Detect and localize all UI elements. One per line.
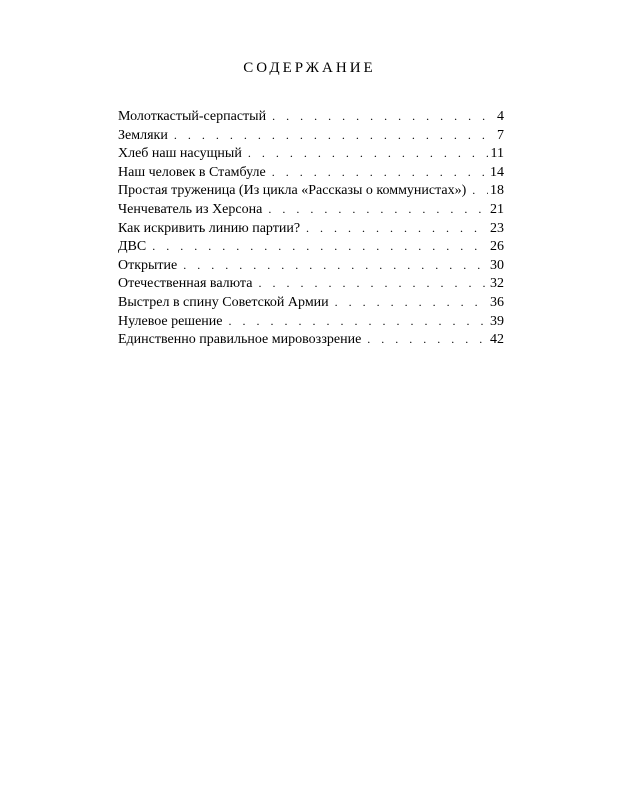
- toc-entry-page: 23: [490, 220, 504, 236]
- table-of-contents: [118, 107, 504, 349]
- dot-leader: [266, 107, 488, 126]
- dot-leader: [242, 144, 488, 163]
- toc-entry: [118, 200, 504, 219]
- toc-entry-page: 7: [497, 127, 504, 143]
- toc-entry: [118, 274, 504, 293]
- toc-entry-page: 39: [490, 313, 504, 329]
- toc-entry-page: 42: [490, 332, 504, 348]
- toc-entry-title: Простая труженица (Из цикла «Рассказы о коммунистах»): [118, 183, 467, 199]
- toc-entry-page: 32: [490, 276, 504, 292]
- dot-leader: [329, 293, 488, 312]
- dot-leader: [266, 163, 488, 182]
- toc-entry-title: Ченчеватель из Херсона: [118, 201, 263, 217]
- toc-entry-title: Единственно правильное мировоззрение: [118, 332, 362, 348]
- toc-entry: [118, 107, 504, 126]
- toc-entry-page: 18: [490, 183, 504, 199]
- toc-entry: [118, 181, 504, 200]
- toc-entry-title: Наш человек в Стамбуле: [118, 164, 266, 180]
- toc-entry-page: 11: [490, 146, 504, 162]
- dot-leader: [223, 312, 488, 331]
- toc-entry-title: Молоткастый-серпастый: [118, 109, 267, 124]
- page-title: СОДЕРЖАНИЕ: [243, 60, 376, 76]
- toc-entry: [118, 237, 504, 256]
- toc-entry-page: 26: [490, 239, 504, 255]
- dot-leader: [300, 219, 488, 238]
- toc-entry-page: 14: [490, 164, 504, 180]
- dot-leader: [252, 274, 488, 293]
- toc-entry-page: 36: [490, 294, 504, 310]
- toc-entry: [118, 256, 504, 275]
- toc-entry: [118, 293, 504, 312]
- toc-entry-title: Открытие: [118, 257, 178, 273]
- dot-leader: [168, 126, 488, 145]
- toc-entry: [118, 330, 504, 349]
- dot-leader: [146, 237, 488, 256]
- toc-entry-page: 30: [490, 257, 504, 273]
- toc-entry-page: 4: [497, 109, 504, 124]
- toc-entry-title: Земляки: [118, 127, 168, 143]
- toc-entry-title: ДВС: [118, 239, 147, 255]
- dot-leader: [262, 200, 488, 219]
- toc-entry-title: Как искривить линию партии?: [118, 220, 301, 236]
- toc-entry: [118, 144, 504, 163]
- dot-leader: [361, 330, 488, 349]
- toc-entry: [118, 163, 504, 182]
- toc-entry-title: Отечественная валюта: [118, 276, 253, 292]
- toc-entry-title: Нулевое решение: [118, 313, 223, 329]
- dot-leader: [177, 256, 488, 275]
- toc-entry-page: 21: [490, 201, 504, 217]
- toc-entry-title: Выстрел в спину Советской Армии: [118, 294, 329, 310]
- toc-entry-title: Хлеб наш насущный: [118, 146, 242, 162]
- dot-leader: [466, 181, 488, 200]
- toc-entry: [118, 219, 504, 238]
- toc-entry: [118, 126, 504, 145]
- toc-entry: [118, 312, 504, 331]
